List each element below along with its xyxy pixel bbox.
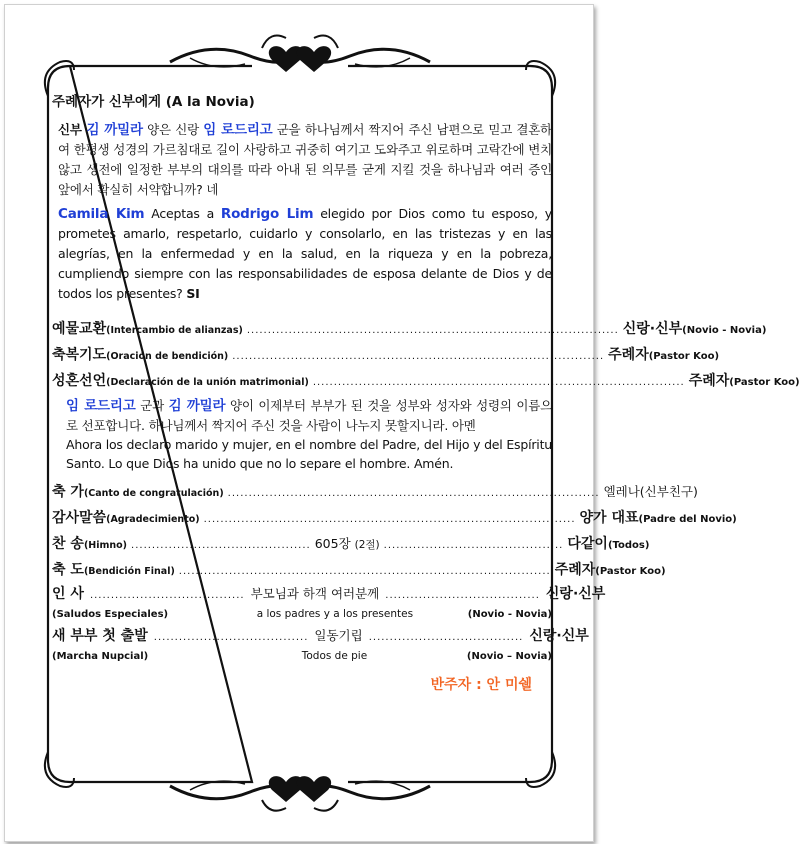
hymn-performer-es: (Todos) [607,540,650,551]
greetings-text: 부모님과 하객 여러분께 [250,586,380,601]
benediction-performer: 주례자 [554,562,596,578]
spanish-vow [52,204,552,304]
accompanist: 반주자 : 안 미쉘 [430,677,532,693]
program-declaration [52,368,800,394]
leader-dots: ..................................... [153,632,309,643]
leader-dots: ..................................... [368,632,524,643]
thanks-label-es: (Agradecimiento) [106,514,200,525]
program-benediction [52,557,666,583]
leader-dots: ........................................... [131,540,311,551]
korean-vow [52,120,552,200]
greetings-label: 인 사 [52,586,84,602]
leader-dots: ......................................................................................... [203,514,576,525]
thanks-performer: 양가 대표 [579,510,639,526]
bride-name-es: Camila Kim [58,206,145,222]
hymn-label: 찬 송 [52,536,84,552]
program-blessing [52,342,720,368]
declaration-label-es: (Declaración de la unión matrimonial) [106,377,309,388]
song-performer: 엘레나(신부친구) [603,484,698,499]
march-performer: 신랑·신부 [529,628,589,644]
leader-dots: ..................................... [385,590,540,601]
march-performer-es: (Novio – Novia) [466,651,552,662]
ceremony-content [52,92,800,695]
groom-name-decl: 임 로드리고 [66,398,136,414]
program-hymn [52,531,650,557]
program-rings [52,316,767,342]
rings-label: 예물교환 [52,321,107,337]
hymn-verse: (2절) [354,539,380,551]
program-song [52,479,698,505]
greetings-performer: 신랑·신부 [545,586,606,602]
vow-answer: SI [186,286,200,301]
blessing-label: 축복기도 [52,347,107,363]
march-label: 새 부부 첫 출발 [52,628,148,644]
blessing-label-es: (Oración de bendición) [106,351,229,362]
greetings-performer-es: (Novio - Novia) [467,609,552,620]
thanks-performer-es: (Padre del Novio) [638,514,737,525]
leader-dots: ..................................... [89,590,245,601]
leader-dots: ......................................................................................... [232,351,605,362]
rings-performer-es: (Novio - Novia) [682,325,767,336]
benediction-label: 축 도 [52,562,84,578]
leader-dots: ........................................... [383,540,564,551]
section-title: 주례자가 신부에게 (A la Novia) [52,94,255,110]
groom-name-es: Rodrigo Lim [220,206,314,222]
march-label-es: (Marcha Nupcial) [52,651,149,662]
bride-name-decl: 김 까밀라 [168,398,226,414]
accompanist-line [52,675,552,695]
blessing-performer-es: (Pastor Koo) [648,351,720,362]
song-label-es: (Canto de congratulación) [83,488,224,499]
bride-name-ko: 김 까밀라 [86,122,143,138]
rings-label-es: (Intercambio de alianzas) [106,325,243,336]
thanks-label: 감사말씀 [52,510,107,526]
declaration-performer-es: (Pastor Koo) [729,377,800,388]
leader-dots: ......................................................................................... [246,325,619,336]
declaration-text [52,396,552,473]
benediction-performer-es: (Pastor Koo) [595,566,666,577]
program-greetings [52,583,606,623]
declaration-label: 성혼선언 [52,373,107,389]
declaration-performer: 주례자 [688,373,730,389]
leader-dots: ......................................................................................... [312,377,685,388]
program-march [52,625,589,665]
benediction-label-es: (Bendición Final) [83,566,175,577]
greetings-text-es: a los padres y a los presentes [256,608,414,620]
leader-dots: ......................................................................................... [178,566,551,577]
vow-text-1: 신부 [58,122,87,137]
groom-name-ko: 임 로드리고 [203,122,273,138]
spanish-vow-text-1: Aceptas a [144,206,221,221]
march-text: 일동기립 [314,628,363,643]
program-thanks [52,505,737,531]
hymn-performer: 다같이 [567,536,608,552]
decl-text-2: 양이 이제부터 부부가 된 것을 성부와 성자와 성령의 이름으로 선포합니다. 하나님께서 짝지어 주신 것을 사람이 나누지 못할지니라. 아멘 [66,398,552,433]
hymn-label-es: (Himno) [83,540,128,551]
decl-text-1: 군과 [135,398,169,413]
leader-dots: ......................................................................................... [227,488,600,499]
march-text-es: Todos de pie [301,650,368,662]
blessing-performer: 주례자 [608,347,649,363]
spanish-vow-text-2: elegido por Dios como tu esposo, y prometes amarlo, respetarlo, cuidarlo y consolarlo, en las tristezas y en las alegrías, en la enfermedad y en la salud, en la riqueza y en la pobreza, cumpliendo siempre con las responsabilidades de esposa delante de Dios y de todos los presentes? [58,206,552,301]
song-label: 축 가 [52,484,84,500]
hymn-number: 605장 [314,536,351,551]
vow-text-3: 군을 하나님께서 짝지어 주신 남편으로 믿고 결혼하여 한평생 성경의 가르침대로 길이 사랑하고 귀중히 여기고 도와주고 위로하며 고락간에 변치 않고 생전에 일정한 부부의 대의를 따라 아내 된 의무를 굳게 지킬 것을 하나님과 여러 증인 앞에서 확실히 서약합니까? 네 [58,122,552,197]
decl-text-es: Ahora los declaro marido y mujer, en el nombre del Padre, del Hijo y del Espíritu Santo. Lo que Dios ha unido que no lo separe el hombre. Amén. [66,437,552,471]
greetings-label-es: (Saludos Especiales) [52,609,169,620]
rings-performer: 신랑·신부 [622,321,683,337]
vow-text-2: 양은 신랑 [142,122,204,137]
